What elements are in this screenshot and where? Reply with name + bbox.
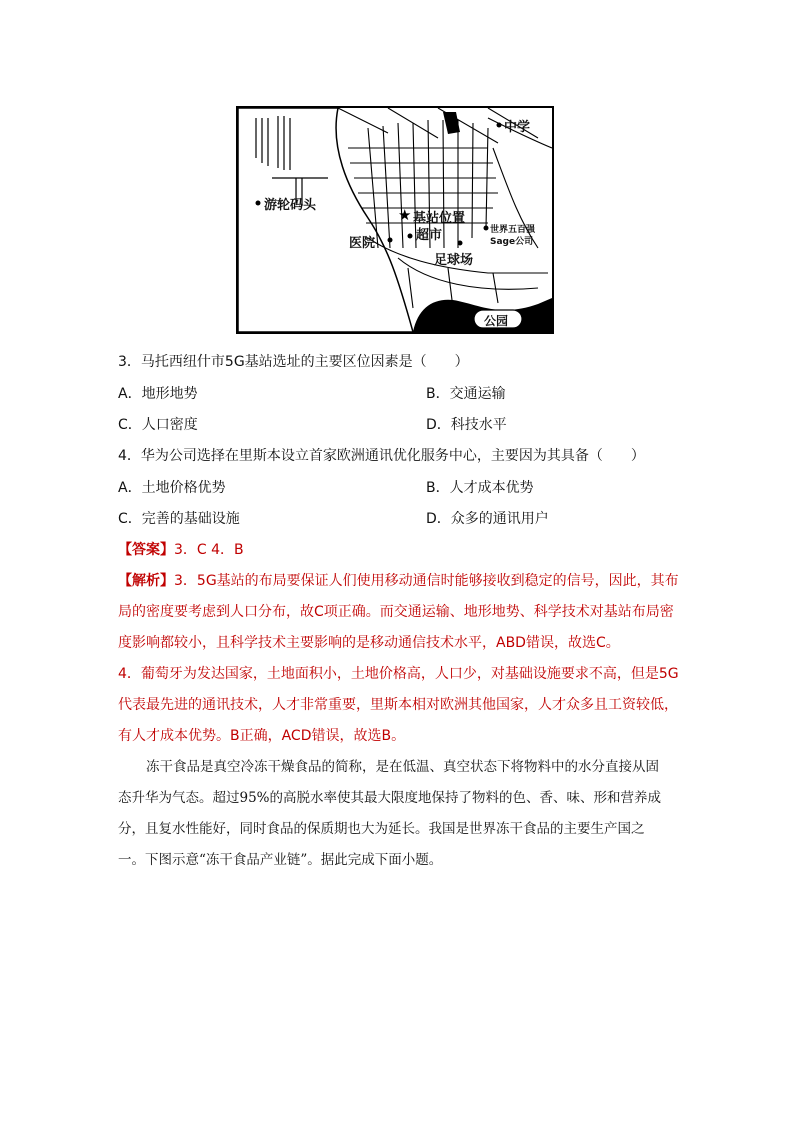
map-label-stadium: 足球场 (434, 253, 474, 268)
analysis-paragraph-2 (118, 659, 683, 752)
city-map-figure (236, 106, 554, 334)
reading-passage (118, 752, 683, 876)
analysis-p1-line-1: 3．5G基站的布局要保证人们使用移动通信时能够接收到稳定的信号，因此，其布 (174, 573, 679, 589)
map-label-fortune500-line1: 世界五百强 (490, 225, 536, 235)
passage-line-1: 冻干食品是真空冷冻干燥食品的简称，是在低温、真空状态下将物料中的水分直接从固 (146, 759, 659, 775)
passage-line-4: 一。下图示意“冻干食品产业链”。据此完成下面小题。 (118, 852, 443, 868)
map-label-fortune500-line2: Sage公司 (490, 237, 534, 247)
answer-line (118, 540, 244, 560)
map-label-hospital: 医院 (349, 236, 376, 251)
analysis-p2-line-1: 4．葡萄牙为发达国家，土地面积小，土地价格高，人口少，对基础设施要求不高，但是5G (118, 666, 679, 682)
q3-option-b[interactable]: B．交通运输 (426, 386, 506, 402)
map-label-middle-school: 中学 (504, 120, 531, 135)
q4-option-c[interactable]: C．完善的基础设施 (118, 511, 240, 527)
analysis-paragraph-1 (118, 566, 683, 659)
map-label-park: 公园 (484, 314, 509, 328)
analysis-p1-line-2: 局的密度要考虑到人口分布，故C项正确。而交通运输、地形地势、科学技术对基站布局密 (118, 604, 674, 620)
q4-option-b[interactable]: B．人才成本优势 (426, 480, 534, 496)
answer-label: 【答案】 (118, 542, 174, 558)
q3-option-a[interactable]: A．地形地势 (118, 386, 198, 402)
question-4-stem: 4．华为公司选择在里斯本设立首家欧洲通讯优化服务中心，主要因为其具备（ ） (118, 448, 645, 464)
svg-text:★: ★ (398, 206, 412, 224)
map-drawing (238, 108, 552, 332)
question-3-stem: 3．马托西纽什市5G基站选址的主要区位因素是（ ） (118, 354, 469, 370)
analysis-label: 【解析】 (118, 573, 174, 589)
q4-option-a[interactable]: A．土地价格优势 (118, 480, 226, 496)
passage-line-2: 态升华为气态。超过95%的高脱水率使其最大限度地保持了物料的色、香、味、形和营养成 (118, 790, 662, 806)
analysis-p2-line-3: 有人才成本优势。B正确，ACD错误，故选B。 (118, 728, 406, 744)
map-label-base-station: 基站位置 (413, 211, 466, 226)
answer-text: 3．C 4．B (174, 542, 244, 558)
map-label-supermarket: 超市 (416, 228, 443, 243)
passage-line-3: 分，且复水性能好，同时食品的保质期也大为延长。我国是世界冻干食品的主要生产国之 (118, 821, 645, 837)
q3-option-c[interactable]: C．人口密度 (118, 417, 198, 433)
q4-option-d[interactable]: D．众多的通讯用户 (426, 511, 549, 527)
map-label-cruise-terminal: 游轮码头 (264, 198, 317, 213)
q3-option-d[interactable]: D．科技水平 (426, 417, 507, 433)
analysis-p2-line-2: 代表最先进的通讯技术，人才非常重要，里斯本相对欧洲其他国家，人才众多且工资较低， (118, 697, 678, 713)
analysis-p1-line-3: 度影响都较小，且科学技术主要影响的是移动通信技术水平，ABD错误，故选C。 (118, 635, 620, 651)
